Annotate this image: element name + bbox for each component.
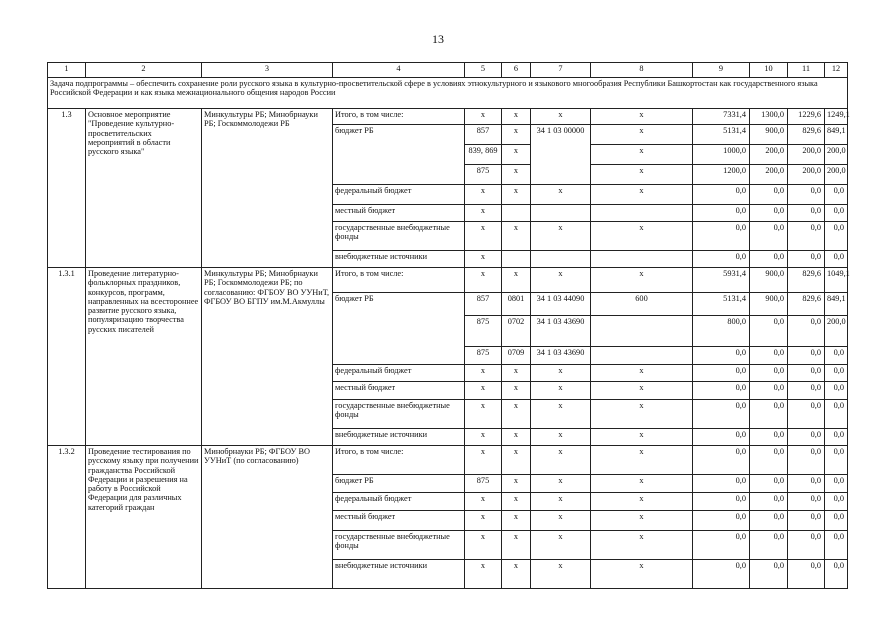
value-col11: 200,0 — [788, 165, 825, 185]
value-col9: 5131,4 — [693, 125, 750, 145]
col8-value: х — [591, 165, 693, 185]
funding-source: бюджет РБ — [333, 475, 465, 493]
value-col9: 7331,4 — [693, 109, 750, 125]
column-number: 8 — [591, 63, 693, 78]
value-col12: 0,0 — [825, 222, 848, 251]
value-col12: 1249,1 — [825, 109, 848, 125]
col7-value: 34 1 03 44090 — [531, 293, 591, 316]
value-col10: 0,0 — [750, 222, 788, 251]
col6-value: х — [502, 475, 531, 493]
col8-value: х — [591, 222, 693, 251]
item-number: 1.3.1 — [48, 268, 86, 446]
value-col10: 200,0 — [750, 165, 788, 185]
item-number: 1.3 — [48, 109, 86, 268]
col5-value: 875 — [465, 165, 502, 185]
value-col12: 0,0 — [825, 382, 848, 400]
item-name: Проведение тестирования по русскому языку при получении гражданства Российской Федерации и разрешения на работу в Российской Федерации для различных категорий граждан — [86, 446, 202, 589]
col5-value: 839, 869 — [465, 145, 502, 165]
value-col10: 0,0 — [750, 251, 788, 268]
value-col11: 0,0 — [788, 205, 825, 222]
col8-value: х — [591, 429, 693, 446]
item-executors: Минкультуры РБ; Минобрнауки РБ; Госкоммолодежи РБ — [202, 109, 333, 268]
page-number: 13 — [432, 32, 444, 46]
value-col11: 0,0 — [788, 475, 825, 493]
funding-source: бюджет РБ — [333, 293, 465, 365]
col8-value — [591, 251, 693, 268]
value-col10: 0,0 — [750, 446, 788, 475]
col7-value: х — [531, 268, 591, 293]
col5-value: х — [465, 222, 502, 251]
value-col12: 1049,1 — [825, 268, 848, 293]
value-col10: 0,0 — [750, 365, 788, 382]
value-col11: 0,0 — [788, 347, 825, 365]
item-executors: Минобрнауки РБ; ФГБОУ ВО УУНиТ (по согласованию) — [202, 446, 333, 589]
funding-source: федеральный бюджет — [333, 185, 465, 205]
value-col9: 0,0 — [693, 222, 750, 251]
program-table — [47, 62, 848, 589]
col8-value: х — [591, 268, 693, 293]
value-col10: 0,0 — [750, 531, 788, 560]
col6-value — [502, 205, 531, 222]
value-col11: 829,6 — [788, 293, 825, 316]
value-col10: 200,0 — [750, 145, 788, 165]
value-col9: 0,0 — [693, 531, 750, 560]
value-col12: 849,1 — [825, 293, 848, 316]
value-col9: 0,0 — [693, 400, 750, 429]
col8-value: х — [591, 475, 693, 493]
column-number: 6 — [502, 63, 531, 78]
col6-value: х — [502, 365, 531, 382]
col5-value: х — [465, 560, 502, 589]
col5-value: х — [465, 185, 502, 205]
value-col11: 0,0 — [788, 429, 825, 446]
col8-value: х — [591, 125, 693, 145]
column-number: 11 — [788, 63, 825, 78]
col6-value: х — [502, 429, 531, 446]
value-col11: 0,0 — [788, 446, 825, 475]
col7-value: х — [531, 365, 591, 382]
value-col9: 0,0 — [693, 446, 750, 475]
funding-source: Итого, в том числе: — [333, 109, 465, 125]
col6-value: х — [502, 222, 531, 251]
col7-value — [531, 205, 591, 222]
item-name: Проведение литературно-фольклорных праздников, конкурсов, программ, направленных на всестороннее развитие русского языка, популяризацию творчества русских писателей — [86, 268, 202, 446]
value-col10: 0,0 — [750, 316, 788, 347]
column-number: 2 — [86, 63, 202, 78]
value-col11: 829,6 — [788, 125, 825, 145]
value-col10: 0,0 — [750, 347, 788, 365]
value-col9: 0,0 — [693, 429, 750, 446]
value-col12: 0,0 — [825, 185, 848, 205]
col8-value: х — [591, 560, 693, 589]
value-col12: 200,0 — [825, 316, 848, 347]
value-col11: 0,0 — [788, 493, 825, 511]
value-col11: 0,0 — [788, 400, 825, 429]
value-col10: 900,0 — [750, 125, 788, 145]
col6-value: 0709 — [502, 347, 531, 365]
value-col10: 0,0 — [750, 429, 788, 446]
value-col12: 0,0 — [825, 560, 848, 589]
value-col9: 1200,0 — [693, 165, 750, 185]
col8-value: х — [591, 185, 693, 205]
col5-value: х — [465, 205, 502, 222]
value-col11: 0,0 — [788, 185, 825, 205]
table-row — [48, 268, 848, 293]
value-col10: 0,0 — [750, 382, 788, 400]
value-col12: 0,0 — [825, 400, 848, 429]
col7-value: х — [531, 475, 591, 493]
value-col11: 0,0 — [788, 365, 825, 382]
item-executors: Минкультуры РБ; Минобрнауки РБ; Госкоммолодежи РБ; по согласованию: ФГБОУ ВО УУНиТ, ФГБОУ ВО БГПУ им.М.Акмуллы — [202, 268, 333, 446]
col7-value: х — [531, 109, 591, 125]
value-col11: 1229,6 — [788, 109, 825, 125]
item-name: Основное мероприятие "Проведение культурно-просветительских мероприятий в области русского языка" — [86, 109, 202, 268]
value-col11: 829,6 — [788, 268, 825, 293]
col6-value: х — [502, 531, 531, 560]
col6-value: х — [502, 125, 531, 145]
funding-source: внебюджетные источники — [333, 429, 465, 446]
funding-source: бюджет РБ — [333, 125, 465, 185]
task-text: Задача подпрограммы – обеспечить сохранение роли русского языка в культурно-просветительской сфере в условиях этнокультурного и языкового многообразия Республики Башкортостан как государственного языка Российской Федерации и как языка межнационального общения народов России — [48, 78, 848, 109]
value-col9: 0,0 — [693, 511, 750, 531]
value-col10: 0,0 — [750, 400, 788, 429]
col7-value: х — [531, 493, 591, 511]
value-col9: 0,0 — [693, 251, 750, 268]
col6-value: 0801 — [502, 293, 531, 316]
task-row — [48, 78, 848, 109]
column-number: 5 — [465, 63, 502, 78]
value-col10: 0,0 — [750, 511, 788, 531]
col7-value: 34 1 03 43690 — [531, 347, 591, 365]
value-col9: 5131,4 — [693, 293, 750, 316]
funding-source: федеральный бюджет — [333, 493, 465, 511]
col7-value: х — [531, 382, 591, 400]
col8-value: х — [591, 145, 693, 165]
value-col12: 200,0 — [825, 165, 848, 185]
value-col11: 0,0 — [788, 560, 825, 589]
value-col12: 0,0 — [825, 347, 848, 365]
value-col11: 0,0 — [788, 531, 825, 560]
column-number: 1 — [48, 63, 86, 78]
table-row — [48, 446, 848, 475]
col6-value: 0702 — [502, 316, 531, 347]
funding-source: местный бюджет — [333, 205, 465, 222]
column-number: 3 — [202, 63, 333, 78]
col7-value: х — [531, 560, 591, 589]
value-col9: 5931,4 — [693, 268, 750, 293]
col8-value — [591, 347, 693, 365]
value-col12: 0,0 — [825, 531, 848, 560]
col5-value: 857 — [465, 293, 502, 316]
col6-value: х — [502, 165, 531, 185]
col7-value: х — [531, 400, 591, 429]
col5-value: х — [465, 268, 502, 293]
value-col11: 0,0 — [788, 316, 825, 347]
col8-value: х — [591, 400, 693, 429]
column-number: 10 — [750, 63, 788, 78]
col5-value: х — [465, 251, 502, 268]
col5-value: х — [465, 531, 502, 560]
funding-source: местный бюджет — [333, 511, 465, 531]
value-col12: 0,0 — [825, 511, 848, 531]
value-col10: 0,0 — [750, 493, 788, 511]
funding-source: внебюджетные источники — [333, 560, 465, 589]
col5-value: х — [465, 400, 502, 429]
value-col10: 0,0 — [750, 205, 788, 222]
value-col10: 0,0 — [750, 475, 788, 493]
value-col12: 849,1 — [825, 125, 848, 145]
col7-value: х — [531, 446, 591, 475]
col7-value: х — [531, 185, 591, 205]
col6-value: х — [502, 268, 531, 293]
column-number: 9 — [693, 63, 750, 78]
item-number: 1.3.2 — [48, 446, 86, 589]
col5-value: х — [465, 382, 502, 400]
value-col9: 0,0 — [693, 347, 750, 365]
col8-value: х — [591, 493, 693, 511]
col5-value: 875 — [465, 347, 502, 365]
col8-value: х — [591, 382, 693, 400]
funding-source: государственные внебюджетные фонды — [333, 222, 465, 251]
value-col11: 0,0 — [788, 251, 825, 268]
col8-value: х — [591, 511, 693, 531]
col5-value: х — [465, 511, 502, 531]
col6-value: х — [502, 560, 531, 589]
column-number: 4 — [333, 63, 465, 78]
col7-value: 34 1 03 43690 — [531, 316, 591, 347]
col7-value — [531, 251, 591, 268]
col5-value: 875 — [465, 316, 502, 347]
col6-value: х — [502, 446, 531, 475]
value-col12: 200,0 — [825, 145, 848, 165]
value-col12: 0,0 — [825, 251, 848, 268]
col6-value — [502, 251, 531, 268]
col8-value: 600 — [591, 293, 693, 316]
col6-value: х — [502, 185, 531, 205]
value-col12: 0,0 — [825, 446, 848, 475]
col8-value: х — [591, 365, 693, 382]
col5-value: х — [465, 493, 502, 511]
value-col11: 0,0 — [788, 222, 825, 251]
funding-source: местный бюджет — [333, 382, 465, 400]
funding-source: Итого, в том числе: — [333, 446, 465, 475]
column-number-row — [48, 63, 848, 78]
value-col9: 1000,0 — [693, 145, 750, 165]
funding-source: государственные внебюджетные фонды — [333, 531, 465, 560]
col5-value: х — [465, 429, 502, 446]
funding-source: внебюджетные источники — [333, 251, 465, 268]
value-col9: 0,0 — [693, 365, 750, 382]
col6-value: х — [502, 382, 531, 400]
value-col11: 200,0 — [788, 145, 825, 165]
value-col10: 1300,0 — [750, 109, 788, 125]
col7-value: х — [531, 531, 591, 560]
col6-value: х — [502, 493, 531, 511]
value-col11: 0,0 — [788, 382, 825, 400]
value-col9: 0,0 — [693, 382, 750, 400]
col5-value: х — [465, 365, 502, 382]
funding-source: федеральный бюджет — [333, 365, 465, 382]
value-col12: 0,0 — [825, 365, 848, 382]
value-col9: 0,0 — [693, 560, 750, 589]
col7-value: х — [531, 511, 591, 531]
value-col10: 0,0 — [750, 185, 788, 205]
value-col9: 0,0 — [693, 185, 750, 205]
value-col10: 900,0 — [750, 293, 788, 316]
col5-value: 875 — [465, 475, 502, 493]
col7-value: х — [531, 222, 591, 251]
value-col9: 0,0 — [693, 493, 750, 511]
value-col12: 0,0 — [825, 205, 848, 222]
col7-value: х — [531, 429, 591, 446]
column-number: 12 — [825, 63, 848, 78]
value-col12: 0,0 — [825, 493, 848, 511]
col6-value: х — [502, 145, 531, 165]
col6-value: х — [502, 511, 531, 531]
col8-value: х — [591, 531, 693, 560]
col6-value: х — [502, 400, 531, 429]
col8-value: х — [591, 446, 693, 475]
value-col10: 900,0 — [750, 268, 788, 293]
col8-value — [591, 316, 693, 347]
value-col10: 0,0 — [750, 560, 788, 589]
value-col12: 0,0 — [825, 429, 848, 446]
value-col12: 0,0 — [825, 475, 848, 493]
value-col9: 0,0 — [693, 475, 750, 493]
col8-value — [591, 205, 693, 222]
value-col9: 0,0 — [693, 205, 750, 222]
col5-value: х — [465, 109, 502, 125]
col5-value: х — [465, 446, 502, 475]
col6-value: х — [502, 109, 531, 125]
col8-value: х — [591, 109, 693, 125]
col5-value: 857 — [465, 125, 502, 145]
funding-source: Итого, в том числе: — [333, 268, 465, 293]
column-number: 7 — [531, 63, 591, 78]
value-col11: 0,0 — [788, 511, 825, 531]
col7-value: 34 1 03 00000 — [531, 125, 591, 185]
value-col9: 800,0 — [693, 316, 750, 347]
funding-source: государственные внебюджетные фонды — [333, 400, 465, 429]
table-row — [48, 109, 848, 125]
